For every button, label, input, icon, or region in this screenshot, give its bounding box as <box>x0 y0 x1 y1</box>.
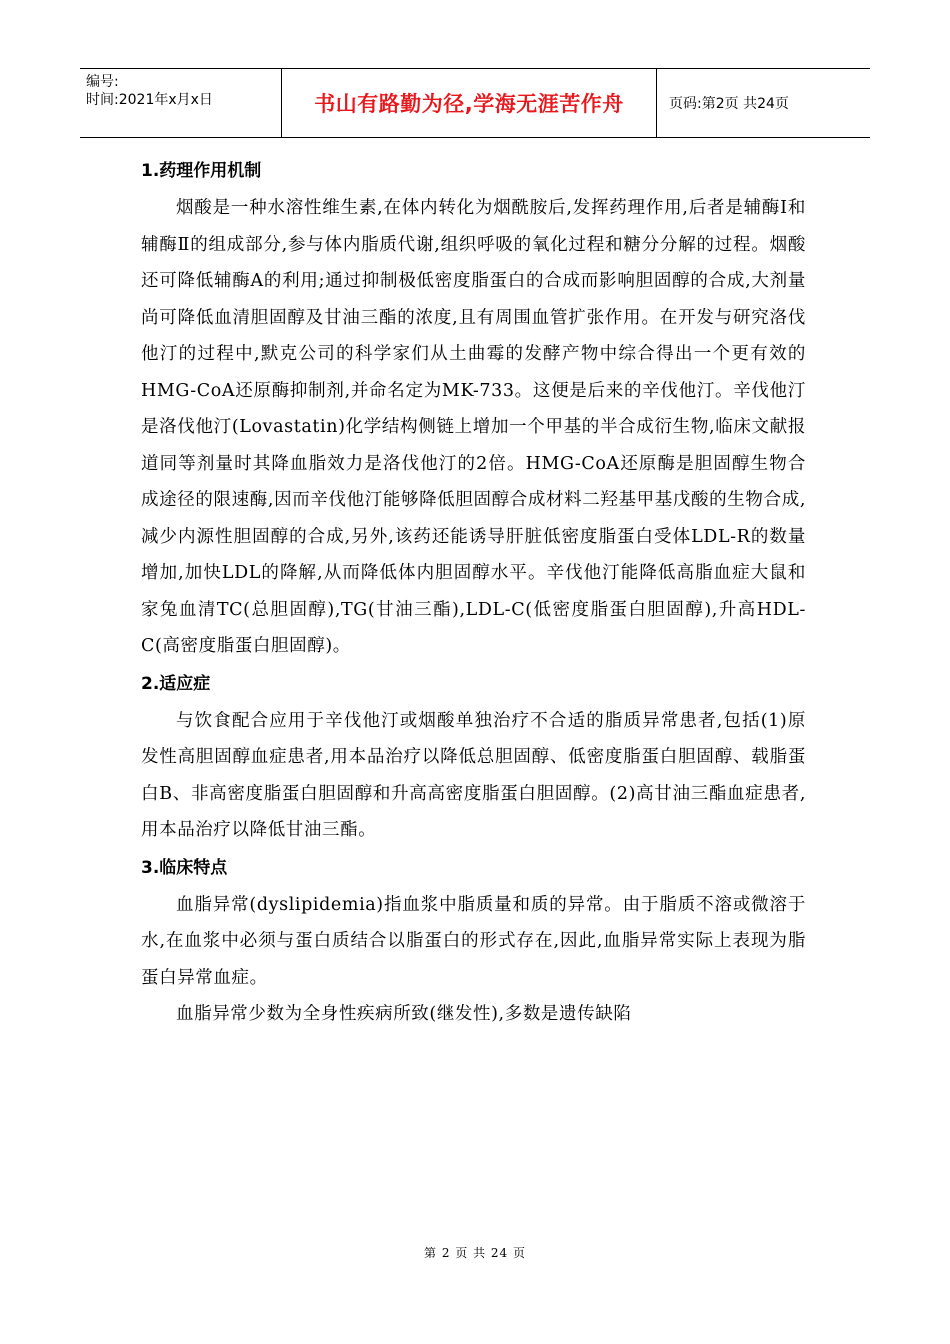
document-date: 时间:2021年x月x日 <box>86 92 213 108</box>
page-header <box>80 68 870 138</box>
section-title-pharmacology: 1.药理作用机制 <box>141 161 262 181</box>
section-paragraph: 烟酸是一种水溶性维生素,在体内转化为烟酰胺后,发挥药理作用,后者是辅酶Ⅰ和辅酶Ⅱ的组成部分,参与体内脂质代谢,组织呼吸的氧化过程和糖分分解的过程。烟酸还可降低辅酶A的利用;通过抑制极低密度脂蛋白的合成而影响胆固醇的合成,大剂量尚可降低血清胆固醇及甘油三酯的浓度,且有周围血管扩张作用。在开发与研究洛伐他汀的过程中,默克公司的科学家们从土曲霉的发酵产物中综合得出一个更有效的HMG-CoA还原酶抑制剂,并命名定为MK-733。这便是后来的辛伐他汀。辛伐他汀是洛伐他汀(Lovastatin)化学结构侧链上增加一个甲基的半合成衍生物,临床文献报道同等剂量时其降血脂效力是洛伐他汀的2倍。HMG-CoA还原酶是胆固醇生物合成途径的限速酶,因而辛伐他汀能够降低胆固醇合成材料二羟基甲基戊酸的生物合成,减少内源性胆固醇的合成,另外,该药还能诱导肝脏低密度脂蛋白受体LDL-R的数量增加,加快LDL的降解,从而降低体内胆固醇水平。辛伐他汀能降低高脂血症大鼠和家兔血清TC(总胆固醇),TG(甘油三酯),LDL-C(低密度脂蛋白胆固醇),升高HDL-C(高密度脂蛋白胆固醇)。 <box>141 198 806 656</box>
section-title-indications: 2.适应症 <box>141 673 211 694</box>
header-motto: 书山有路勤为径,学海无涯苦作舟 <box>282 69 657 137</box>
header-page-info: 页码:第2页 共24页 <box>669 96 789 112</box>
document-body <box>141 152 806 1033</box>
section-paragraph: 与饮食配合应用于辛伐他汀或烟酸单独治疗不合适的脂质异常患者,包括(1)原发性高胆固醇血症患者,用本品治疗以降低总胆固醇、低密度脂蛋白胆固醇、载脂蛋白B、非高密度脂蛋白胆固醇和升高高密度脂蛋白胆固醇。(2)高甘油三酯血症患者,用本品治疗以降低甘油三酯。 <box>141 710 806 840</box>
section-title-clinical-features: 3.临床特点 <box>141 857 228 878</box>
page-footer: 第 2 页 共 24 页 <box>424 1246 526 1260</box>
section-paragraph: 血脂异常少数为全身性疾病所致(继发性),多数是遗传缺陷 <box>176 1004 632 1024</box>
document-number-label: 编号: <box>86 74 119 90</box>
section-paragraph: 血脂异常(dyslipidemia)指血浆中脂质量和质的异常。由于脂质不溶或微溶于水,在血浆中必须与蛋白质结合以脂蛋白的形式存在,因此,血脂异常实际上表现为脂蛋白异常血症。 <box>141 894 806 988</box>
header-meta <box>80 69 282 137</box>
